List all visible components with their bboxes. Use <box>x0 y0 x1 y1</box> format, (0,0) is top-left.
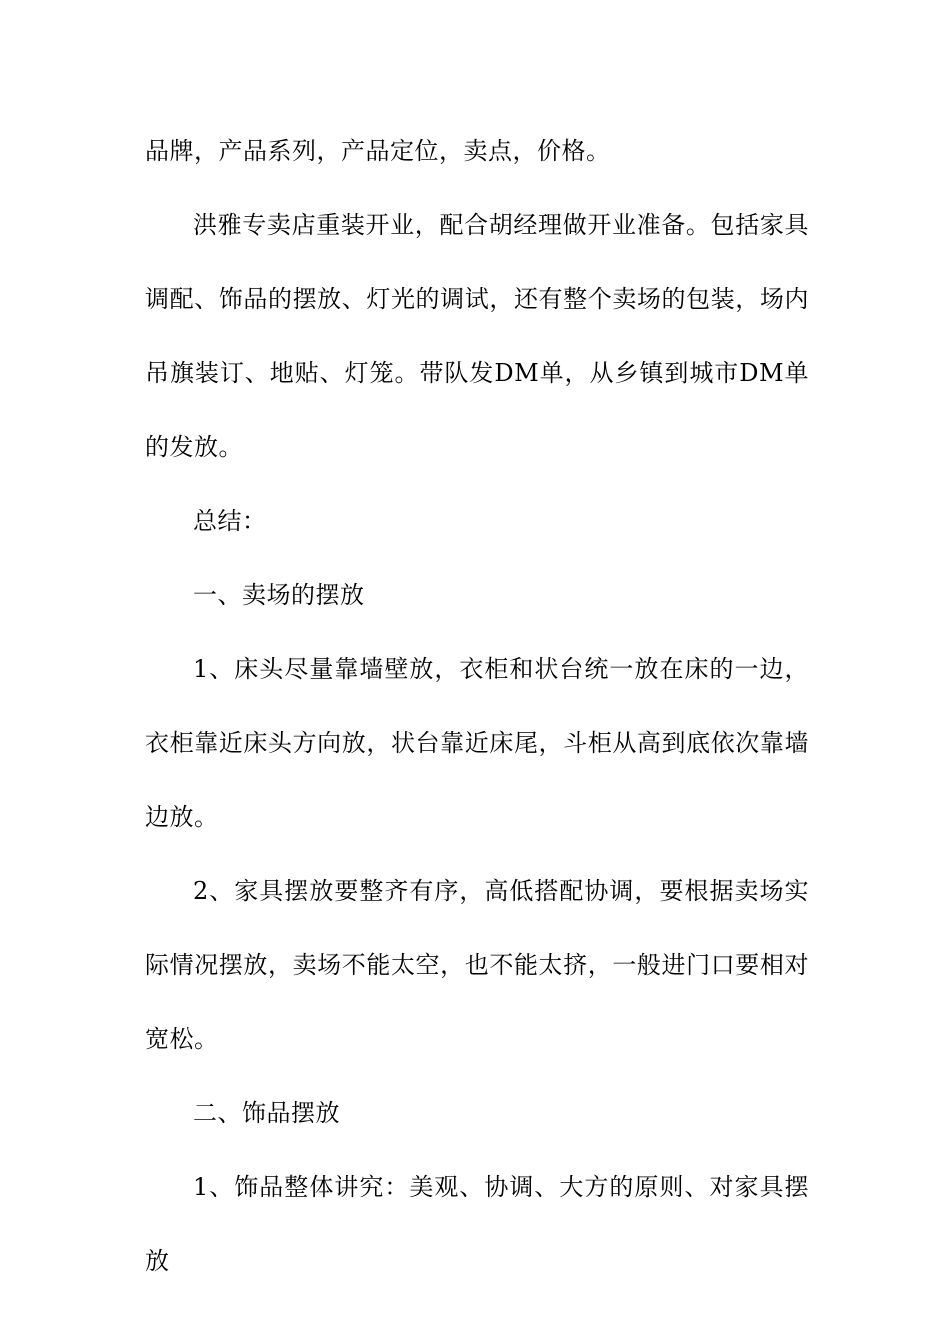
paragraph-layout-point-2: 2、家具摆放要整齐有序，高低搭配协调，要根据卖场实际情况摆放，卖场不能太空，也不能太挤，一般进门口要相对宽松。 <box>145 877 809 1053</box>
paragraph-brand: 品牌，产品系列，产品定位，卖点，价格。 <box>145 137 611 165</box>
paragraph-layout-point-1: 1、床头尽量靠墙壁放，衣柜和状台统一放在床的一边，衣柜靠近床头方向放，状台靠近床尾，斗柜从高到底依次靠墙边放。 <box>145 655 809 831</box>
paragraph-summary-heading: 总结： <box>193 507 267 535</box>
document-body <box>145 114 809 1298</box>
section-heading-decor-placement: 二、饰品摆放 <box>193 1099 340 1127</box>
section-heading-store-layout: 一、卖场的摆放 <box>193 581 365 609</box>
paragraph-decor-point-1: 1、饰品整体讲究：美观、协调、大方的原则、对家具摆放 <box>145 1173 809 1275</box>
paragraph-store-reopening: 洪雅专卖店重装开业，配合胡经理做开业准备。包括家具调配、饰品的摆放、灯光的调试，还有整个卖场的包装，场内吊旗装订、地贴、灯笼。带队发DM单，从乡镇到城市DM单的发放。 <box>145 211 809 461</box>
